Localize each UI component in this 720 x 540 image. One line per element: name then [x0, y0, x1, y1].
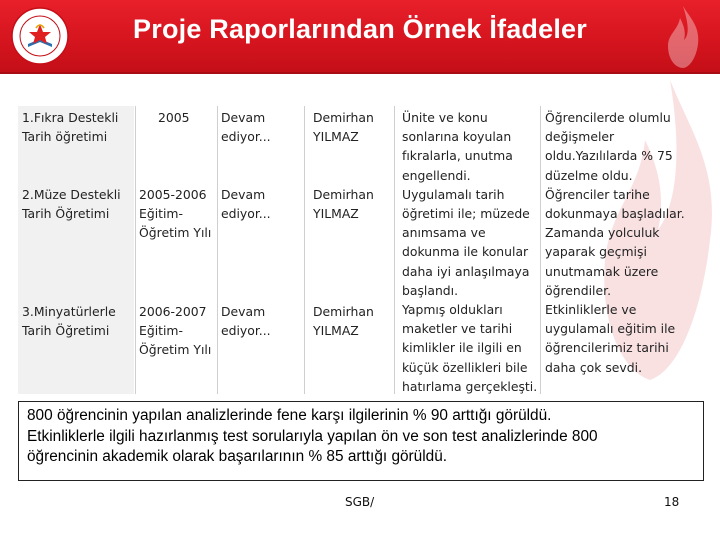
project-status	[221, 185, 271, 223]
project-name: 2.Müze Destekli	[22, 187, 121, 202]
result-line: öğrencilerimiz tarihi	[545, 340, 669, 356]
project-name: 3.Minyatürlerle	[22, 304, 116, 319]
column-divider	[304, 106, 305, 394]
table-row	[22, 108, 118, 146]
status-text: Devam	[221, 110, 266, 125]
project-name: Tarih Öğretimi	[22, 206, 110, 222]
footer-source: SGB/	[345, 495, 375, 509]
year-text: 2005-2006	[139, 187, 207, 202]
finding-line: daha iyi anlaşılmaya	[402, 263, 530, 279]
project-name: 1.Fıkra Destekli	[22, 110, 119, 125]
owner-text: YILMAZ	[313, 323, 359, 339]
finding-line: Uygulamalı tarih	[402, 186, 505, 202]
year-text: 2005	[158, 110, 190, 125]
result-line: öğrendiler.	[545, 282, 612, 298]
year-text: 2006-2007	[139, 304, 207, 319]
project-name: Tarih Öğretimi	[22, 323, 110, 339]
result-line: oldu.Yazılılarda % 75	[545, 148, 673, 164]
result-line: dokunmaya başladılar.	[545, 206, 685, 222]
project-name: Tarih öğretimi	[22, 129, 108, 145]
result-line: Etkinliklerle ve	[545, 302, 637, 318]
project-status	[221, 108, 271, 146]
owner-text: YILMAZ	[313, 206, 359, 222]
finding-line: başlandı.	[402, 282, 459, 298]
project-year	[139, 185, 211, 243]
summary-line: 800 öğrencinin yapılan analizlerinde fene karşı ilgilerinin % 90 arttığı görüldü.	[27, 407, 552, 424]
status-text: Devam	[221, 304, 266, 319]
year-text: Eğitim-	[139, 323, 183, 339]
results-column	[545, 108, 685, 377]
owner-text: YILMAZ	[313, 129, 359, 145]
finding-line: sonlarına koyulan	[402, 129, 512, 145]
finding-line: maketler ve tarihi	[402, 321, 513, 337]
status-text: Devam	[221, 187, 266, 202]
finding-line: öğretimi ile; müzede	[402, 206, 530, 222]
summary-line: öğrencinin akademik olarak başarılarının % 85 arttığı görüldü.	[27, 448, 448, 465]
column-divider	[217, 106, 218, 394]
finding-line: dokunma ile konular	[402, 244, 529, 260]
finding-line: kimlikler ile ilgili en	[402, 340, 522, 356]
owner-text: Demirhan	[313, 110, 374, 125]
result-line: Öğrenciler tarihe	[545, 186, 650, 202]
project-owner	[313, 108, 374, 146]
column-divider	[394, 106, 395, 394]
project-column-background	[18, 106, 134, 394]
year-text: Öğretim Yılı	[139, 225, 212, 241]
finding-line: Ünite ve konu	[402, 110, 488, 125]
page-number: 18	[664, 495, 680, 509]
status-text: ediyor...	[221, 323, 271, 339]
result-line: Zamanda yolculuk	[545, 225, 660, 241]
column-divider	[135, 106, 136, 394]
title-banner	[0, 0, 720, 74]
status-text: ediyor...	[221, 129, 271, 145]
project-status	[221, 302, 271, 340]
findings-column	[402, 108, 537, 396]
finding-line: hatırlama gerçekleşti.	[402, 378, 538, 394]
result-line: düzelme oldu.	[545, 167, 633, 183]
project-year	[139, 302, 211, 360]
finding-line: küçük özellikleri bile	[402, 359, 528, 375]
page-title: Proje Raporlarından Örnek İfadeler	[133, 14, 587, 44]
project-table	[18, 106, 704, 394]
result-line: yaparak geçmişi	[545, 244, 647, 260]
result-line: Öğrencilerde olumlu	[545, 110, 671, 125]
flame-icon	[660, 4, 706, 70]
owner-text: Demirhan	[313, 187, 374, 202]
year-text: Öğretim Yılı	[139, 342, 212, 358]
column-divider	[540, 106, 541, 394]
finding-line: Yapmış oldukları	[402, 302, 503, 318]
finding-line: anımsama ve	[402, 225, 486, 241]
result-line: daha çok sevdi.	[545, 359, 643, 375]
project-owner	[313, 302, 374, 340]
project-owner	[313, 185, 374, 223]
summary-box	[18, 401, 704, 481]
result-line: değişmeler	[545, 129, 615, 145]
owner-text: Demirhan	[313, 304, 374, 319]
result-line: unutmamak üzere	[545, 263, 659, 279]
result-line: uygulamalı eğitim ile	[545, 321, 676, 337]
finding-line: fıkralarla, unutma	[402, 148, 513, 164]
summary-line: Etkinliklerle ilgili hazırlanmış test sorularıyla yapılan ön ve son test analizlerinde 800	[27, 427, 598, 445]
table-row	[22, 185, 121, 223]
project-year	[158, 108, 190, 127]
finding-line: engellendi.	[402, 167, 471, 183]
year-text: Eğitim-	[139, 206, 183, 222]
table-row	[22, 302, 116, 340]
status-text: ediyor...	[221, 206, 271, 222]
